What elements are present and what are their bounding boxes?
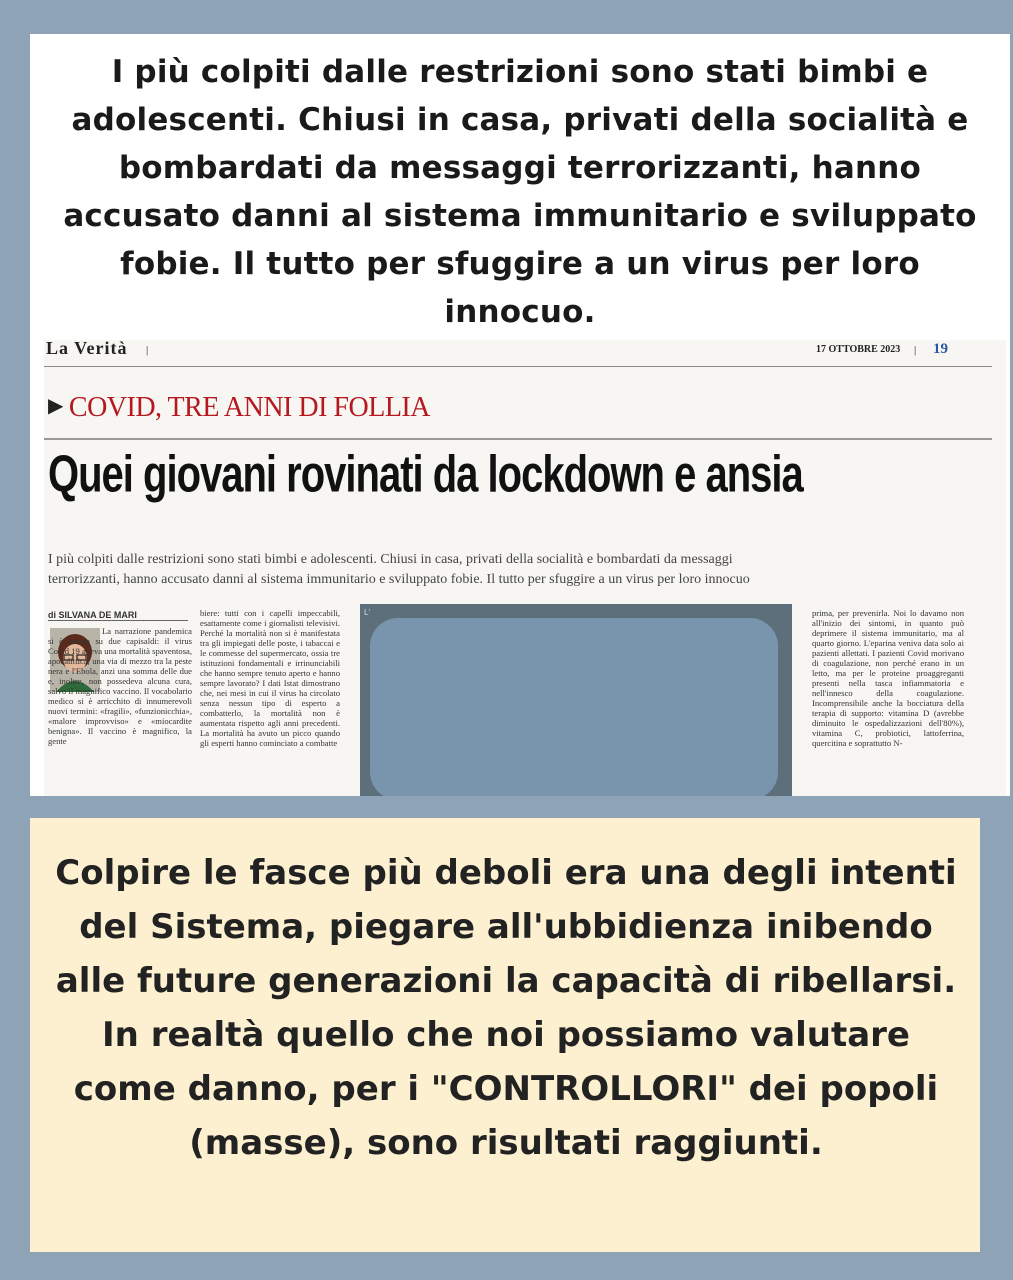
subhead-line: terrorizzanti, hanno accusato danni al sistema immunitario e sviluppato fobie. Il tutto per sfuggire a un virus per loro innocuo [48, 572, 750, 587]
byline-rule [48, 620, 188, 621]
photo-blur-overlay [370, 618, 778, 796]
masthead-separator: | [146, 344, 149, 356]
masthead-separator: | [914, 344, 917, 356]
kicker-text: COVID, TRE ANNI DI FOLLIA [68, 392, 430, 423]
bottom-caption: Colpire le fasce più deboli era una degli intenti del Sistema, piegare all'ubbidienza inibendo alle future generazioni la capacità di ribellarsi. In realtà quello che noi possiamo valutare come danno, per i "CONTROLLORI" dei popoli (masse), sono risultati raggiunti. [55, 853, 957, 1163]
masthead-rule [44, 366, 992, 367]
top-card [30, 34, 1010, 796]
blurred-photo [360, 604, 792, 796]
article-column-3: prima, per prevenirla. Noi lo davamo non all'inizio dei sintomi, in quanto può deprimere il sistema immunitario, ma al quarto giorno. L'eparina veniva data solo ai pazienti allettati. I pazienti Covid morivano di coagulazione, non perché erano in un letto, ma per le proteine proaggreganti presenti nella tasca infiammatoria e nell'innesco della coagulazione. Incomprensibile anche la bocciatura della terapia di supporto: vitamina D (avrebbe diminuito le ospedalizzazioni dell'80%), vitamina C, probiotici, lattoferrina, quercitina e soprattutto N- [812, 608, 964, 748]
article-column-1: La narrazione pandemica si è basata su due capisaldi: il virus Covid 19 aveva una mortalità spaventosa, apocalittica, una via di mezzo tra la peste nera e l'Ebola, anzi una somma delle due e, inoltre, non possedeva alcuna cura, salvo il magnifico vaccino. Il vocabolario medico si è arricchito di innumerevoli nuovi termini: «fragili», «funzionicchia», «malore improvviso» e «miocardite benigna». Il vaccino è magnifico, la gente [48, 626, 192, 746]
masthead [44, 340, 1006, 358]
arrow-icon: ▶ [48, 395, 63, 417]
byline: di SILVANA DE MARI [48, 610, 137, 620]
subhead [48, 550, 988, 590]
photo-tag: L' [364, 608, 370, 617]
page-number: 19 [933, 341, 948, 357]
kicker-rule [44, 438, 992, 440]
paper-name: La Verità [46, 340, 128, 358]
newspaper-clipping [44, 340, 1006, 796]
kicker [48, 392, 430, 424]
subhead-line: I più colpiti dalle restrizioni sono stati bimbi e adolescenti. Chiusi in casa, privati della socialità e bombardati da messaggi [48, 552, 733, 567]
headline: Quei giovani rovinati da lockdown e ansia [48, 446, 803, 504]
article-column-2: biere: tutti con i capelli impeccabili, esattamente come i giornalisti televisivi. Perché la mortalità non si è manifestata tra gli impiegati delle poste, i tabaccai e le commesse del supermercato, ossia tre istituzioni fondamentali e irrinunciabili che hanno sempre tenuto aperto e hanno sempre lavorato? I dati Istat dimostrano che, nei mesi in cui il virus ha circolato senza nessun tipo di esperto a combatterlo, la mortalità non è aumentata rispetto agli anni precedenti. La mortalità ha avuto un picco quando gli esperti hanno cominciato a combatte [200, 608, 340, 748]
bottom-card [30, 818, 980, 1252]
top-caption: I più colpiti dalle restrizioni sono stati bimbi e adolescenti. Chiusi in casa, privati della socialità e bombardati da messaggi terrorizzanti, hanno accusato danni al sistema immunitario e sviluppato fobie. Il tutto per sfuggire a un virus per loro innocuo. [63, 54, 977, 330]
issue-date: 17 OTTOBRE 2023 [816, 344, 901, 355]
